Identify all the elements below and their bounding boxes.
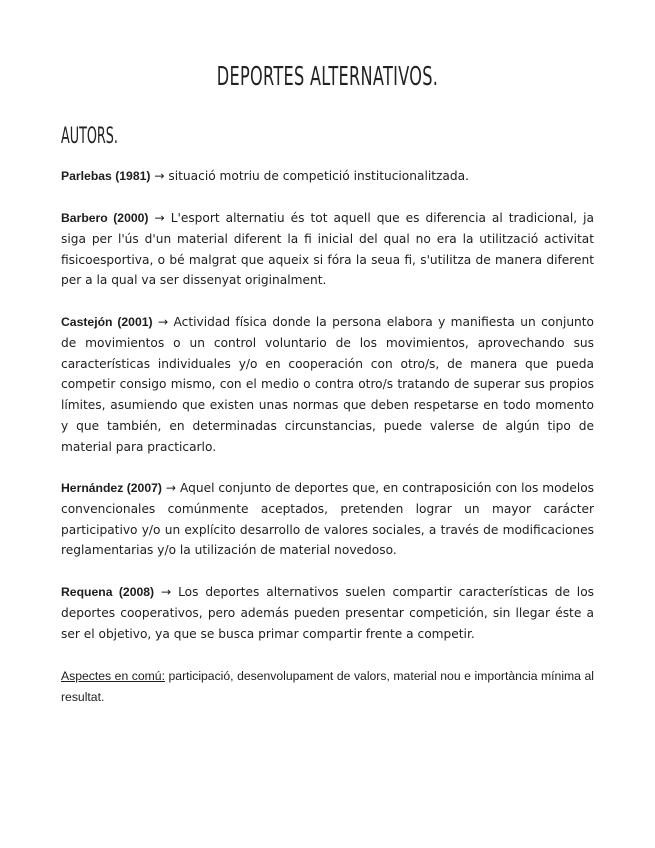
entry-text: Aquel conjunto de deportes que, en contraposición con los modelos convencionales comúnmente aceptados, pretenden lograr un mayor carácter participativo y/o un explícito desarrollo de valores sociales, a través de modificaciones reglamentarias y/o la utilización de material novedoso. <box>61 481 595 558</box>
entry-author: Parlebas (1981) <box>61 169 151 183</box>
section-heading-authors: AUTORS. <box>61 124 118 149</box>
entry-hernandez <box>61 478 594 561</box>
common-aspects <box>61 666 594 708</box>
arrow-icon: → <box>157 315 169 329</box>
entry-author: Requena (2008) <box>61 585 155 599</box>
entry-barbero <box>61 208 594 291</box>
entry-castejon <box>61 312 594 458</box>
entry-text: Actividad física donde la persona elabora y manifiesta un conjunto de movimientos o un control voluntario de los movimientos, aprovechando sus características individuales y/o en cooperación con otro/s, de manera que pueda competir consigo mismo, con el medio o contra otro/s tratando de superar sus propios límites, asumiendo que existen unas normas que deben respetarse en todo momento y que también, en determinadas circunstancias, puede valerse de algún tipo de material para practicarlo. <box>61 315 595 454</box>
entry-text: L'esport alternatiu és tot aquell que es diferencia al tradicional, ja siga per l'ús d'un material diferent la fi inicial del qual no era la utilització activitat fisicoesportiva, o bé malgrat que aqueix si fóra la seua fi, s'utilitza de manera diferent per a la qual va ser dissenyat originalment. <box>61 211 594 288</box>
arrow-icon: → <box>160 585 172 599</box>
common-aspects-text: participació, desenvolupament de valors, material nou e importància mínima al resultat. <box>61 669 594 704</box>
entry-author: Barbero (2000) <box>61 211 149 225</box>
entry-author: Castejón (2001) <box>61 315 153 329</box>
entry-text: Los deportes alternativos suelen compartir características de los deportes cooperativos, pero además pueden presentar competición, sin llegar éste a ser el objetivo, ya que se busca primar compartir frente a competir. <box>61 585 595 641</box>
entry-requena <box>61 582 594 644</box>
entry-parlebas <box>61 166 594 187</box>
arrow-icon: → <box>154 211 165 225</box>
entry-text: situació motriu de competició institucionalitzada. <box>168 169 469 183</box>
entry-author: Hernández (2007) <box>61 481 162 495</box>
arrow-icon: → <box>154 169 165 183</box>
document-title: DEPORTES ALTERNATIVOS. <box>216 62 439 92</box>
arrow-icon: → <box>165 481 177 495</box>
common-aspects-label: Aspectes en comú: <box>61 669 165 683</box>
